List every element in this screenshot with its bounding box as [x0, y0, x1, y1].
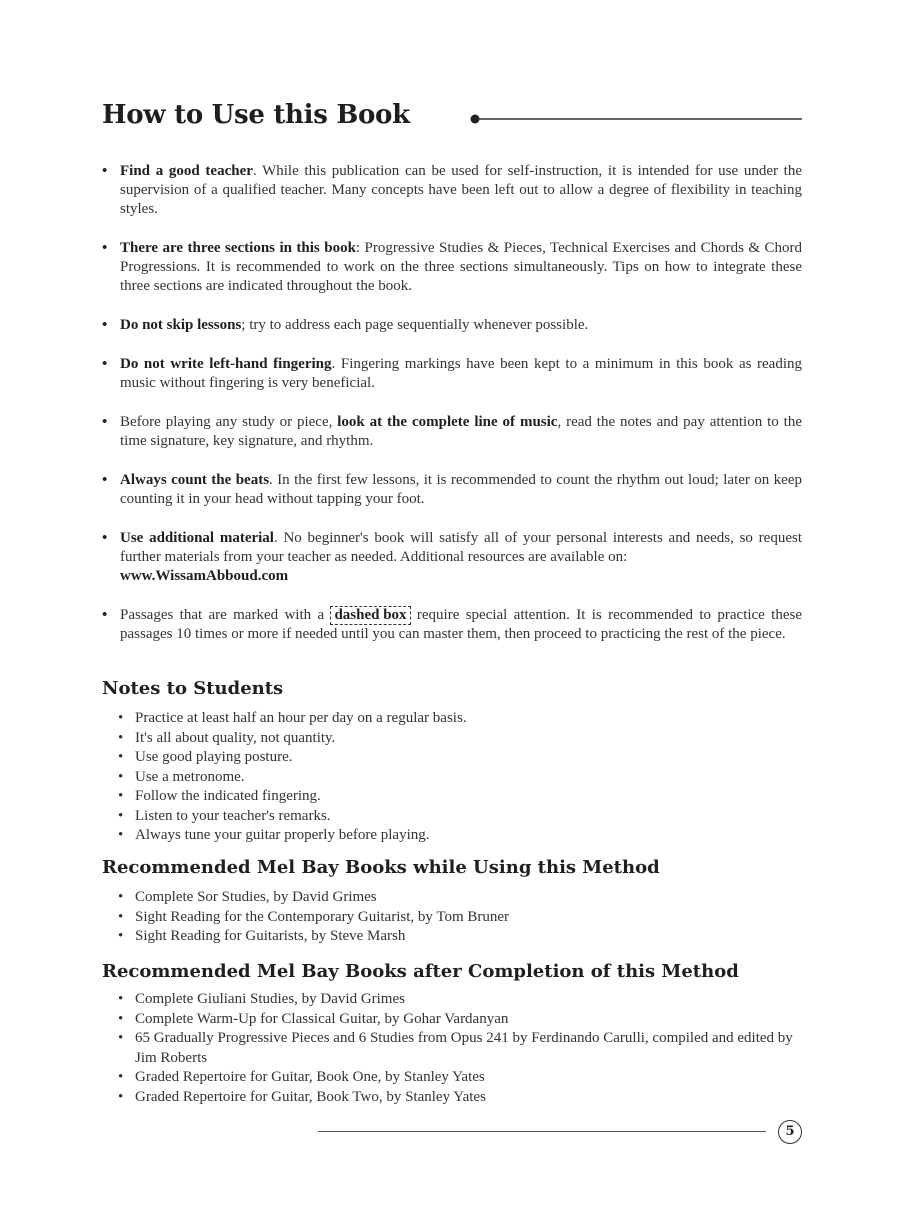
title-rule-decoration	[470, 112, 802, 126]
list-item	[118, 807, 808, 827]
list-item-text: Use a metronome.	[135, 768, 245, 785]
books-while-heading: Recommended Mel Bay Books while Using this Method	[102, 857, 660, 878]
bullet-icon: •	[102, 607, 108, 623]
rule-heading: Do not write left-hand fingering	[120, 356, 332, 372]
rule-text: require special attention. It is recommended to practice these passages 10 times or more if needed until you can master them, then proceed to practicing the rest of the piece.	[120, 607, 802, 642]
rule-item	[102, 529, 802, 586]
list-item	[118, 826, 808, 846]
page-title: How to Use this Book	[102, 100, 410, 130]
list-item	[118, 1088, 808, 1108]
list-item	[118, 1029, 808, 1068]
rule-item	[102, 606, 802, 644]
bullet-icon: •	[118, 1088, 124, 1105]
rule-text: . No beginner's book will satisfy all of your personal interests and needs, so request further materials from your teacher as needed. Additional resources are available on:	[120, 530, 802, 565]
bullet-icon: •	[102, 240, 108, 256]
bullet-icon: •	[118, 1030, 124, 1046]
rule-item	[102, 162, 802, 219]
bullet-icon: •	[118, 827, 124, 843]
list-item	[118, 990, 808, 1010]
rule-text: Passages that are marked with a	[120, 607, 331, 623]
bullet-icon: •	[118, 928, 124, 944]
bullet-icon: •	[102, 356, 108, 372]
bullet-icon: •	[118, 908, 124, 925]
website-link[interactable]: www.WissamAbboud.com	[120, 568, 289, 584]
bullet-icon: •	[102, 472, 108, 488]
bullet-icon: •	[118, 729, 124, 746]
page-number: 5	[778, 1120, 802, 1144]
rule-item	[102, 355, 802, 393]
bullet-icon: •	[118, 807, 124, 824]
bullet-icon: •	[118, 749, 124, 765]
rule-text: : Progressive Studies & Pieces, Technical Exercises and Chords & Chord Progressions. It is recommended to work on the three sections simultaneously. Tips on how to integrate these three sections are indicated throughout the book.	[120, 240, 803, 294]
bullet-icon: •	[118, 1010, 124, 1027]
list-item	[118, 787, 808, 807]
list-item-text: Graded Repertoire for Guitar, Book Two, by Stanley Yates	[135, 1088, 486, 1105]
dashed-box-example: dashed box	[330, 606, 410, 625]
list-item-text: Complete Sor Studies, by David Grimes	[135, 889, 377, 905]
rule-heading: There are three sections in this book	[120, 240, 356, 256]
bullet-icon: •	[102, 414, 108, 430]
list-item	[118, 748, 808, 768]
list-item	[118, 1010, 808, 1030]
list-item	[118, 729, 808, 749]
bullet-icon: •	[118, 788, 124, 804]
rule-text: ; try to address each page sequentially whenever possible.	[241, 317, 589, 333]
notes-to-students-list	[118, 709, 808, 846]
books-after-heading: Recommended Mel Bay Books after Completion of this Method	[102, 961, 739, 982]
rule-text: . In the first few lessons, it is recommended to count the rhythm out loud; later on keep counting it in your head without tapping your foot.	[120, 472, 802, 507]
list-item-text: Always tune your guitar properly before playing.	[135, 827, 430, 843]
rule-text: Before playing any study or piece,	[120, 414, 338, 430]
rule-text: . While this publication can be used for self-instruction, it is intended for use under the supervision of a qualified teacher. Many concepts have been left out to allow a degree of flexibility in teaching styles.	[120, 163, 803, 217]
footer-rule	[318, 1131, 766, 1132]
bullet-icon: •	[118, 991, 124, 1007]
list-item-text: Use good playing posture.	[135, 749, 293, 765]
rule-heading: Use additional material	[120, 530, 274, 546]
list-item-text: Complete Giuliani Studies, by David Grimes	[135, 991, 405, 1007]
bullet-icon: •	[102, 163, 108, 179]
bullet-icon: •	[102, 317, 108, 333]
bullet-icon: •	[102, 530, 108, 546]
list-item-text: Listen to your teacher's remarks.	[135, 807, 331, 824]
rule-heading: Find a good teacher	[120, 163, 253, 179]
list-item-text: 65 Gradually Progressive Pieces and 6 Studies from Opus 241 by Ferdinando Carulli, compiled and edited by Jim Roberts	[135, 1030, 793, 1066]
bullet-icon: •	[118, 1069, 124, 1085]
rule-item	[102, 413, 802, 451]
bullet-icon: •	[118, 710, 124, 726]
list-item	[118, 768, 808, 788]
books-while-list	[118, 888, 808, 947]
usage-rules-list	[102, 162, 802, 644]
list-item	[118, 927, 808, 947]
rule-heading: look at the complete line of music	[337, 414, 558, 430]
rule-item	[102, 471, 802, 509]
list-item-text: Sight Reading for Guitarists, by Steve Marsh	[135, 928, 406, 944]
list-item-text: Complete Warm-Up for Classical Guitar, by Gohar Vardanyan	[135, 1010, 509, 1027]
notes-to-students-heading: Notes to Students	[102, 678, 284, 699]
list-item	[118, 888, 808, 908]
rule-item	[102, 239, 802, 296]
rule-text: . Fingering markings have been kept to a minimum in this book as reading music without fingering is very beneficial.	[120, 356, 802, 391]
list-item-text: Practice at least half an hour per day on a regular basis.	[135, 710, 467, 726]
books-after-list	[118, 990, 808, 1107]
rule-text: , read the notes and pay attention to the time signature, key signature, and rhythm.	[120, 414, 802, 449]
list-item	[118, 709, 808, 729]
list-item-text: Sight Reading for the Contemporary Guitarist, by Tom Bruner	[135, 908, 510, 925]
list-item	[118, 1068, 808, 1088]
list-item-text: Follow the indicated fingering.	[135, 788, 321, 804]
rule-item	[102, 316, 802, 335]
rule-heading: Always count the beats	[120, 472, 270, 488]
rule-heading: Do not skip lessons	[120, 317, 242, 333]
list-item-text: Graded Repertoire for Guitar, Book One, by Stanley Yates	[135, 1069, 485, 1085]
bullet-icon: •	[118, 889, 124, 905]
list-item	[118, 908, 808, 928]
bullet-icon: •	[118, 768, 124, 785]
list-item-text: It's all about quality, not quantity.	[135, 729, 336, 746]
